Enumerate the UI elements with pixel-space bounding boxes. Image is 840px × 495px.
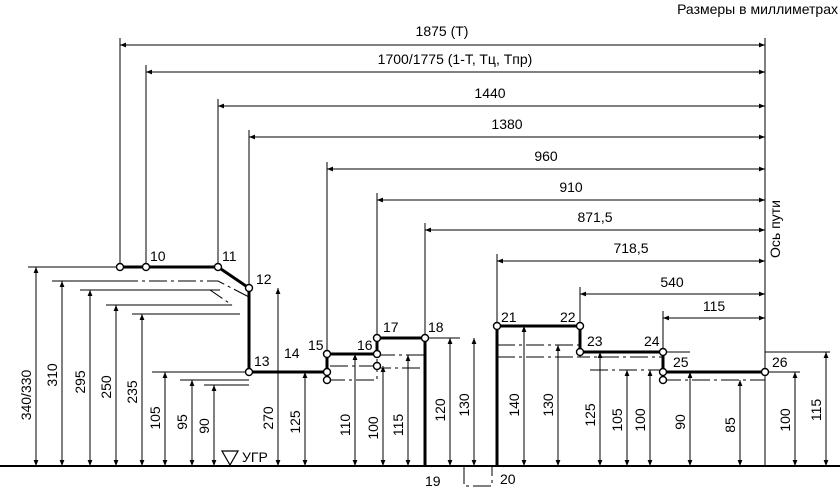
dim-540: 540	[660, 274, 684, 290]
point-marker	[117, 264, 124, 271]
vertical-dimensions	[36, 267, 826, 466]
point-label-24: 24	[644, 333, 660, 349]
vdim-295: 295	[72, 370, 88, 394]
vdim-100-axis: 100	[777, 408, 793, 432]
vdim-105: 105	[147, 406, 163, 430]
point-label-23: 23	[587, 333, 603, 349]
vdim-115: 115	[390, 413, 406, 437]
vdim-310: 310	[44, 363, 60, 387]
dim-960: 960	[534, 148, 558, 164]
point-marker	[374, 351, 381, 358]
vdim-130-right: 130	[540, 393, 556, 417]
point-marker	[422, 335, 429, 342]
point-label-17: 17	[383, 319, 399, 335]
track-axis-label: Ось пути	[767, 200, 783, 258]
vdim-95: 95	[174, 414, 190, 430]
point-marker	[660, 377, 667, 384]
point-marker	[374, 335, 381, 342]
point-marker	[215, 264, 222, 271]
vdim-270: 270	[260, 406, 276, 430]
vdim-250: 250	[98, 375, 114, 399]
vdim-235: 235	[124, 380, 140, 404]
vdim-120: 120	[432, 398, 448, 422]
vdim-115-axis: 115	[808, 398, 824, 422]
point-label-25: 25	[673, 354, 689, 370]
point-marker	[246, 285, 253, 292]
point-marker	[494, 323, 501, 330]
ground-label: УГР	[242, 449, 268, 465]
point-label-16: 16	[357, 337, 373, 353]
clearance-profile	[120, 267, 765, 466]
vertical-dimension-labels	[18, 363, 824, 440]
point-marker	[324, 369, 331, 376]
point-marker	[246, 369, 253, 376]
point-marker	[374, 363, 381, 370]
point-label-13: 13	[254, 353, 270, 369]
vdim-130-left: 130	[456, 393, 472, 417]
dim-871: 871,5	[577, 209, 613, 225]
dim-910: 910	[559, 179, 583, 195]
vdim-140: 140	[506, 393, 522, 417]
vdim-85: 85	[722, 417, 738, 433]
vdim-125-right: 125	[582, 403, 598, 427]
vdim-105-right: 105	[609, 408, 625, 432]
dim-1380: 1380	[491, 116, 523, 132]
point-marker	[660, 369, 667, 376]
point-label-20: 20	[500, 471, 516, 487]
vdim-100-right: 100	[632, 408, 648, 432]
units-caption: Размеры в миллиметрах	[677, 1, 838, 17]
point-label-18: 18	[428, 319, 444, 335]
point-marker	[577, 349, 584, 356]
point-marker	[660, 349, 667, 356]
inner-profile	[120, 281, 765, 486]
dim-1875: 1875 (T)	[415, 23, 469, 39]
vdim-90-right: 90	[672, 414, 688, 430]
horizontal-dimensions	[120, 23, 765, 318]
dim-1440: 1440	[474, 85, 506, 101]
dim-718: 718,5	[613, 240, 649, 256]
point-label-10: 10	[150, 248, 166, 264]
point-label-19: 19	[425, 473, 441, 489]
vdim-125: 125	[287, 410, 303, 434]
vdim-110: 110	[337, 413, 353, 437]
point-label-15: 15	[308, 337, 324, 353]
point-label-11: 11	[222, 248, 237, 264]
vdim-340-330: 340/330	[18, 369, 34, 421]
point-marker	[143, 264, 150, 271]
dim-1700: 1700/1775 (1-T, Tц, Tпр)	[377, 51, 533, 67]
point-marker	[324, 351, 331, 358]
point-marker	[324, 377, 331, 384]
vdim-100: 100	[365, 416, 381, 440]
dim-115: 115	[702, 298, 726, 314]
point-label-12: 12	[256, 271, 272, 287]
point-label-22: 22	[560, 309, 576, 325]
point-label-21: 21	[501, 309, 517, 325]
vdim-90: 90	[196, 418, 212, 434]
point-label-14: 14	[284, 345, 300, 361]
point-marker	[762, 369, 769, 376]
point-label-26: 26	[772, 354, 788, 370]
point-marker	[577, 323, 584, 330]
ground-triangle-icon	[222, 451, 238, 465]
